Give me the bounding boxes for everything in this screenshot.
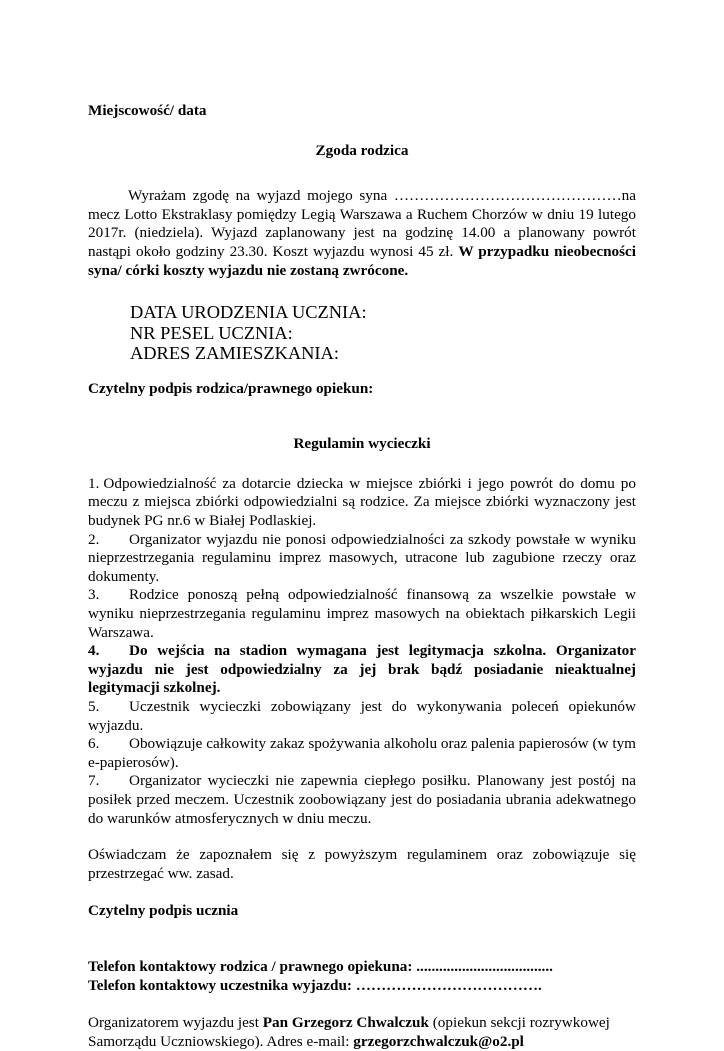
rule-text: Organizator wyjazdu nie ponosi odpowiedzialności za szkody powstałe w wyniku nieprzestrzegania regulaminu imprez masowych, utracone lub zagubione rzeczy oraz dokumenty.	[88, 530, 636, 585]
rule-number: 1.	[88, 474, 100, 492]
rule-number: 5.	[88, 697, 100, 715]
document-page	[88, 102, 636, 1051]
parent-signature-label: Czytelny podpis rodzica/prawnego opiekun:	[88, 379, 374, 397]
rule-item	[88, 772, 636, 828]
rule-item	[88, 698, 636, 735]
consent-title: Zgoda rodzica	[315, 141, 409, 159]
rule-text: Obowiązuje całkowity zakaz spożywania alkoholu oraz palenia papierosów (w tym e-papierosów).	[88, 735, 636, 771]
pesel-field: NR PESEL UCZNIA:	[130, 322, 293, 343]
rule-text: Uczestnik wycieczki zobowiązany jest do wykonywania poleceń opiekunów wyjazdu.	[88, 697, 636, 734]
rule-text: Rodzice ponoszą pełną odpowiedzialność finansową za wszelkie powstałe w wyniku nieprzestrzegania regulaminu imprez masowych na obiektach piłkarskich Legii Warszawa.	[88, 586, 636, 641]
rule-number: 6.	[88, 735, 100, 753]
rule-text: Organizator wycieczki nie zapewnia ciepłego posiłku. Planowany jest postój na posiłek przed meczem. Uczestnik zoobowiązany jest do posiadania ubrania adekwatnego do warunków atmosferycznych w dniu meczu.	[88, 772, 636, 827]
organizer-middle: (opiekun sekcji rozrywkowej Samorządu Uczniowskiego). Adres e-mail:	[88, 1014, 610, 1050]
consent-text-warning: W przypadku nieobecności syna/ córki koszty wyjazdu nie zostaną zwrócone.	[88, 242, 637, 279]
place-date-label: Miejscowość/ data	[88, 102, 207, 119]
student-fields	[130, 302, 636, 364]
student-phone-line: Telefon kontaktowy uczestnika wyjazdu: ……………………………….	[88, 976, 542, 994]
rule-item	[88, 642, 636, 698]
rule-item	[88, 475, 636, 531]
student-signature-label: Czytelny podpis ucznia	[88, 902, 239, 920]
rule-number: 2.	[88, 530, 100, 548]
rule-item	[88, 531, 636, 587]
parent-phone-line: Telefon kontaktowy rodzica / prawnego opiekuna: ....................................	[88, 957, 553, 975]
organizer-prefix: Organizatorem wyjazdu jest	[88, 1014, 263, 1032]
organizer-name: Pan Grzegorz Chwalczuk	[262, 1014, 429, 1032]
consent-text	[88, 187, 636, 280]
rule-number: 3.	[88, 586, 100, 604]
rule-text: Odpowiedzialność za dotarcie dziecka w miejsce zbiórki i jego powrót do domu po meczu z miejsca zbiórki odpowiedzialni są rodzice. Za miejsce zbiórki wyznaczony jest budynek PG nr.6 w Białej Podlaskiej.	[88, 474, 636, 530]
rule-item	[88, 586, 636, 642]
organizer-email: grzegorzchwalczuk@o2.pl	[353, 1032, 524, 1050]
address-field: ADRES ZAMIESZKANIA:	[130, 343, 339, 364]
consent-text-body: Wyrażam zgodę na wyjazd mojego syna ………………………………………na mecz Lotto Ekstraklasy pomiędzy Legią Warszawa a Ruchem Chorzów w dniu 19 lutego 2017r. (niedziela). Wyjazd zaplanowany jest na godzinę 14.00 a planowany powrót nastąpi około godziny 23.30. Koszt wyjazdu wynosi 45 zł.	[88, 187, 636, 260]
rules-list	[88, 475, 636, 828]
regulations-title: Regulamin wycieczki	[293, 435, 431, 453]
rule-number: 7.	[88, 772, 100, 790]
rule-item	[88, 735, 636, 772]
declaration-text: Oświadczam że zapoznałem się z powyższym regulaminem oraz zobowiązuje się przestrzegać ww. zasad.	[88, 846, 636, 882]
phone-contacts	[88, 958, 636, 995]
organizer-info	[88, 1014, 636, 1051]
birth-date-field: DATA URODZENIA UCZNIA:	[130, 302, 367, 323]
rule-number: 4.	[88, 642, 100, 660]
rule-text: Do wejścia na stadion wymagana jest legitymacja szkolna. Organizator wyjazdu nie jest odpowiedzialny za jej brak bądź posiadanie nieaktualnej legitymacji szkolnej.	[88, 642, 636, 697]
